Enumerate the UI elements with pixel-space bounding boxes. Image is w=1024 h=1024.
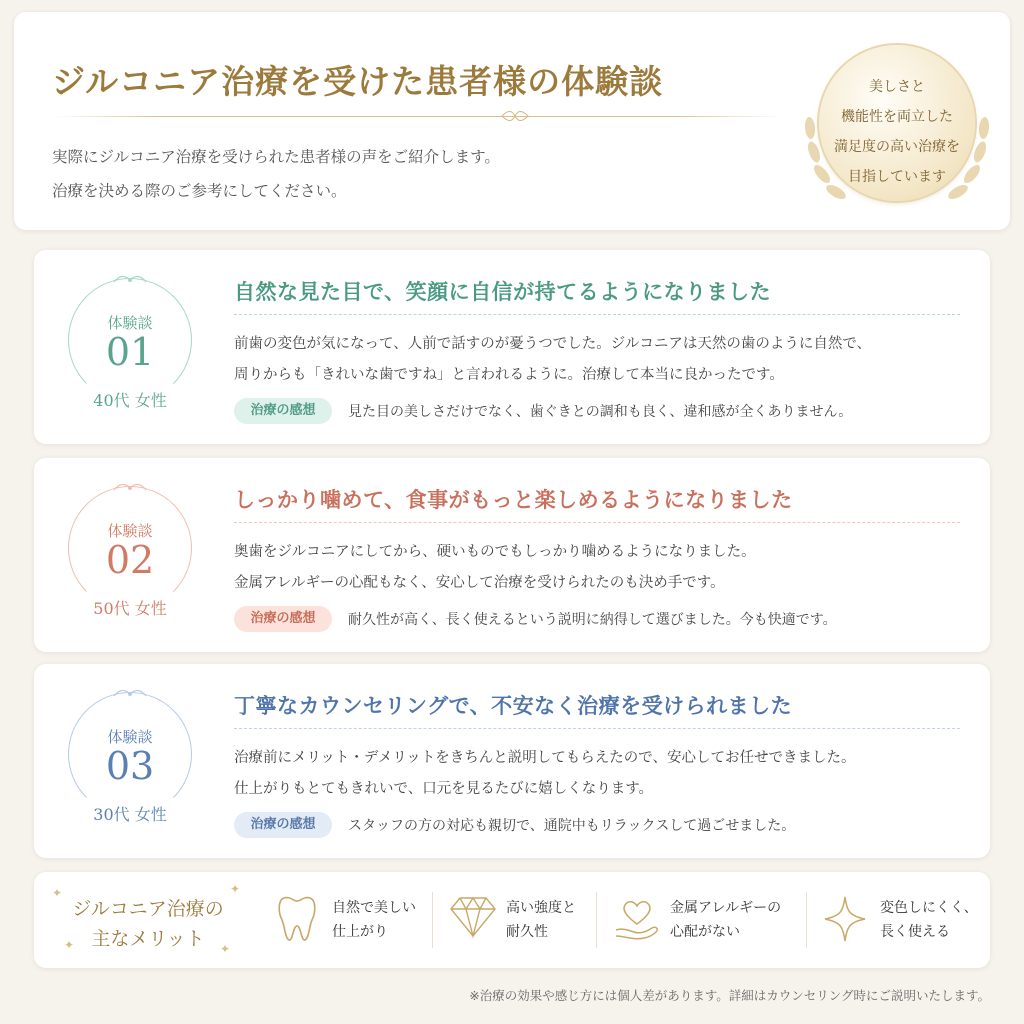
patient-profile: 40代 女性 xyxy=(93,391,167,410)
impression-badge: 治療の感想 xyxy=(234,812,332,838)
merits-card xyxy=(34,872,990,968)
merit-item xyxy=(822,890,982,950)
merit-text xyxy=(332,896,416,944)
experience-headline: 丁寧なカウンセリングで、不安なく治療を受けられました xyxy=(234,693,793,718)
sparkle-icon xyxy=(822,894,868,944)
merit-line: 仕上がり xyxy=(332,924,388,940)
merit-divider xyxy=(806,892,807,948)
intro-line-1: 実際にジルコニア治療を受けられた患者様の声をご紹介します。 xyxy=(52,148,500,166)
experience-number: 01 xyxy=(105,330,155,374)
merits-title xyxy=(58,894,238,954)
page-title: ジルコニア治療を受けた患者様の体験談 xyxy=(52,62,664,101)
crest-icon xyxy=(112,272,148,286)
experience-label: 体験談 xyxy=(107,314,153,332)
experience-headline: 自然な見た目で、笑顔に自信が持てるようになりました xyxy=(234,279,772,304)
experience-body-line: 前歯の変色が気になって、人前で話すのが憂うつでした。ジルコニアは天然の歯のように自然で、 xyxy=(234,336,872,352)
seal-line: 目指しています xyxy=(848,169,946,185)
header-card xyxy=(14,12,1010,230)
merit-line: 心配がない xyxy=(670,924,740,940)
seal-line: 満足度の高い治療を xyxy=(834,139,960,155)
merit-line: 変色しにくく、 xyxy=(880,900,978,916)
experience-body-line: 仕上がりもとてもきれいで、口元を見るたびに嬉しくなります。 xyxy=(234,781,654,797)
experience-card-2 xyxy=(34,458,990,652)
experience-body-line: 金属アレルギーの心配もなく、安心して治療を受けられたのも決め手です。 xyxy=(234,575,725,591)
experience-label: 体験談 xyxy=(107,728,153,746)
merit-divider xyxy=(432,892,433,948)
merits-title-line: 主なメリット xyxy=(91,928,205,950)
impression-text: スタッフの方の対応も親切で、通院中もリラックスして過ごせました。 xyxy=(348,818,796,834)
merit-text xyxy=(670,896,781,944)
impression-badge: 治療の感想 xyxy=(234,398,332,424)
merit-item xyxy=(448,890,598,950)
headline-divider xyxy=(234,314,960,315)
merit-line: 金属アレルギーの xyxy=(670,900,782,916)
impression-text: 耐久性が高く、長く使えるという説明に納得して選びました。今も快適です。 xyxy=(348,612,837,628)
sparkle-icon: ✦ xyxy=(64,938,75,952)
quality-seal xyxy=(792,22,1002,232)
impression-badge: 治療の感想 xyxy=(234,606,332,632)
merit-line: 長く使える xyxy=(880,924,950,940)
tooth-icon xyxy=(274,894,320,944)
heart-hand-icon xyxy=(612,894,662,944)
merits-title-line: ジルコニア治療の xyxy=(72,898,224,920)
experience-number: 03 xyxy=(105,744,155,788)
crest-icon xyxy=(112,480,148,494)
footnote: ※治療の効果や感じ方には個人差があります。詳細はカウンセリング時にご説明いたします。 xyxy=(469,988,990,1003)
title-divider xyxy=(52,116,782,117)
patient-profile: 50代 女性 xyxy=(93,599,167,618)
experience-headline: しっかり噛めて、食事がもっと楽しめるようになりました xyxy=(234,487,793,512)
sparkle-icon: ✦ xyxy=(220,942,231,956)
merit-line: 高い強度と xyxy=(506,900,576,916)
seal-text xyxy=(819,72,975,192)
experience-label: 体験談 xyxy=(107,522,153,540)
merit-item xyxy=(274,890,424,950)
merit-item xyxy=(612,890,812,950)
experience-card-1 xyxy=(34,250,990,444)
crest-icon xyxy=(112,686,148,700)
experience-card-3 xyxy=(34,664,990,858)
seal-line: 機能性を両立した xyxy=(841,109,953,125)
intro-line-2: 治療を決める際のご参考にしてください。 xyxy=(52,182,347,200)
seal-line: 美しさと xyxy=(869,79,925,95)
ornament-icon xyxy=(500,108,530,124)
impression-text: 見た目の美しさだけでなく、歯ぐきとの調和も良く、違和感が全くありません。 xyxy=(348,404,853,420)
headline-divider xyxy=(234,522,960,523)
experience-body-line: 治療前にメリット・デメリットをきちんと説明してもらえたので、安心してお任せできました。 xyxy=(234,750,856,766)
experience-body-line: 周りからも「きれいな歯ですね」と言われるように。治療して本当に良かったです。 xyxy=(234,367,784,383)
experience-emblem xyxy=(64,686,204,836)
headline-divider xyxy=(234,728,960,729)
merit-text xyxy=(506,896,576,944)
experience-emblem xyxy=(64,480,204,630)
experience-body-line: 奥歯をジルコニアにしてから、硬いものでもしっかり噛めるようになりました。 xyxy=(234,544,756,560)
merit-divider xyxy=(596,892,597,948)
sparkle-icon: ✦ xyxy=(52,886,63,900)
sparkle-icon: ✦ xyxy=(230,882,241,896)
diamond-icon xyxy=(448,894,498,940)
experience-number: 02 xyxy=(105,538,155,582)
merit-line: 自然で美しい xyxy=(332,900,416,916)
patient-profile: 30代 女性 xyxy=(93,805,167,824)
merit-text xyxy=(880,896,978,944)
merit-line: 耐久性 xyxy=(506,924,548,940)
experience-emblem xyxy=(64,272,204,422)
